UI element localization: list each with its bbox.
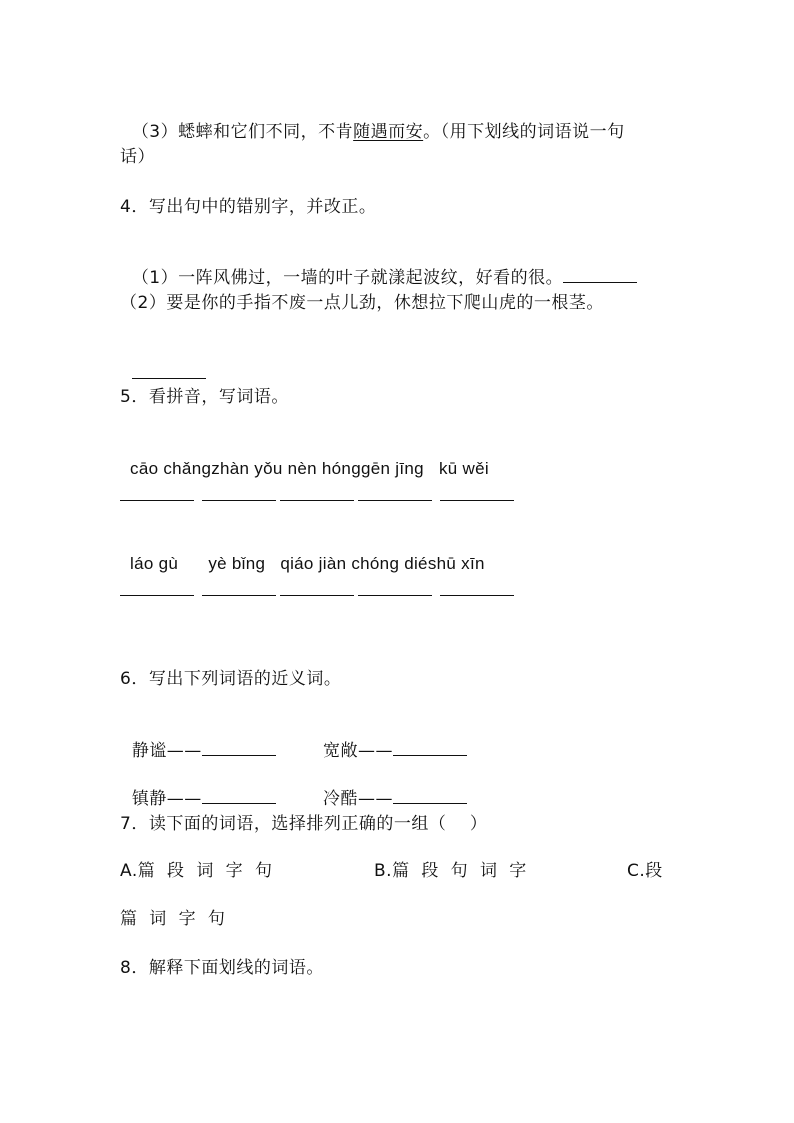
- question-7-title: 7．读下面的词语，选择排列正确的一组（ ）: [120, 814, 488, 834]
- answer-blank[interactable]: [358, 575, 432, 596]
- question-4-item-1: [120, 242, 637, 290]
- answer-blank[interactable]: [280, 480, 354, 501]
- question-6-title: 6．写出下列词语的近义词。: [120, 669, 342, 689]
- pinyin-item: chóng dié: [351, 554, 428, 573]
- answer-blank[interactable]: [202, 787, 276, 804]
- q6-word: 冷酷——: [323, 789, 394, 809]
- q6-word: 静谧——: [131, 741, 202, 761]
- q6-word: 宽敞——: [323, 741, 394, 761]
- pinyin-item: nèn hóng: [287, 459, 361, 478]
- q3-underlined-word: 随遇而安: [353, 122, 424, 142]
- q7-option-c[interactable]: C.段: [627, 861, 663, 881]
- answer-blank[interactable]: [120, 575, 194, 596]
- question-4-title: 4．写出句中的错别字，并改正。: [120, 197, 377, 217]
- answer-blank[interactable]: [563, 266, 637, 283]
- answer-blank[interactable]: [202, 739, 276, 756]
- answer-blank[interactable]: [120, 480, 194, 501]
- q6-row-1: [120, 715, 467, 763]
- q3-text-wrap: 话）: [120, 147, 155, 167]
- pinyin-item: kū wěi: [438, 459, 489, 478]
- answer-blank[interactable]: [440, 575, 514, 596]
- q3-text-prefix: （3）蟋蟀和它们不同，不肯: [131, 122, 354, 142]
- pinyin-item: qiáo jiàn: [280, 554, 347, 573]
- q4-item2-blank-line: [120, 338, 206, 386]
- q4-item1-text: （1）一阵风佛过，一墙的叶子就漾起波纹，好看的很。: [131, 268, 564, 288]
- pinyin-item: gēn jīng: [360, 459, 424, 478]
- q3-text-suffix: 。（用下划线的词语说一句: [423, 122, 625, 142]
- pinyin-item: shū xīn: [427, 554, 485, 573]
- question-3-item-3: [120, 96, 625, 144]
- answer-blank[interactable]: [440, 480, 514, 501]
- answer-blank[interactable]: [393, 739, 467, 756]
- answer-blank-row-2: [120, 575, 520, 599]
- pinyin-row-2: [120, 528, 485, 576]
- q6-word: 镇静——: [131, 789, 202, 809]
- pinyin-item: cāo chǎng: [130, 459, 212, 478]
- question-5-title: 5．看拼音，写词语。: [120, 387, 289, 407]
- question-4-item-2: （2）要是你的手指不废一点儿劲，休想拉下爬山虎的一根茎。: [120, 293, 604, 313]
- answer-blank[interactable]: [358, 480, 432, 501]
- q7-option-c-wrap: 篇 词 字 句: [120, 909, 226, 929]
- pinyin-item: láo gù: [130, 554, 179, 573]
- answer-blank[interactable]: [280, 575, 354, 596]
- pinyin-item: zhàn yǒu: [211, 459, 283, 478]
- q7-option-b[interactable]: B.篇 段 句 词 字: [374, 861, 527, 881]
- answer-blank[interactable]: [132, 362, 206, 379]
- answer-blank[interactable]: [202, 575, 276, 596]
- answer-blank[interactable]: [393, 787, 467, 804]
- pinyin-row-1: [120, 433, 489, 481]
- answer-blank[interactable]: [202, 480, 276, 501]
- pinyin-item: yè bǐng: [208, 554, 266, 573]
- q7-option-a[interactable]: A.篇 段 词 字 句: [120, 861, 273, 881]
- question-8-title: 8．解释下面划线的词语。: [120, 958, 324, 978]
- answer-blank-row-1: [120, 480, 520, 504]
- q6-row-2: [120, 763, 467, 811]
